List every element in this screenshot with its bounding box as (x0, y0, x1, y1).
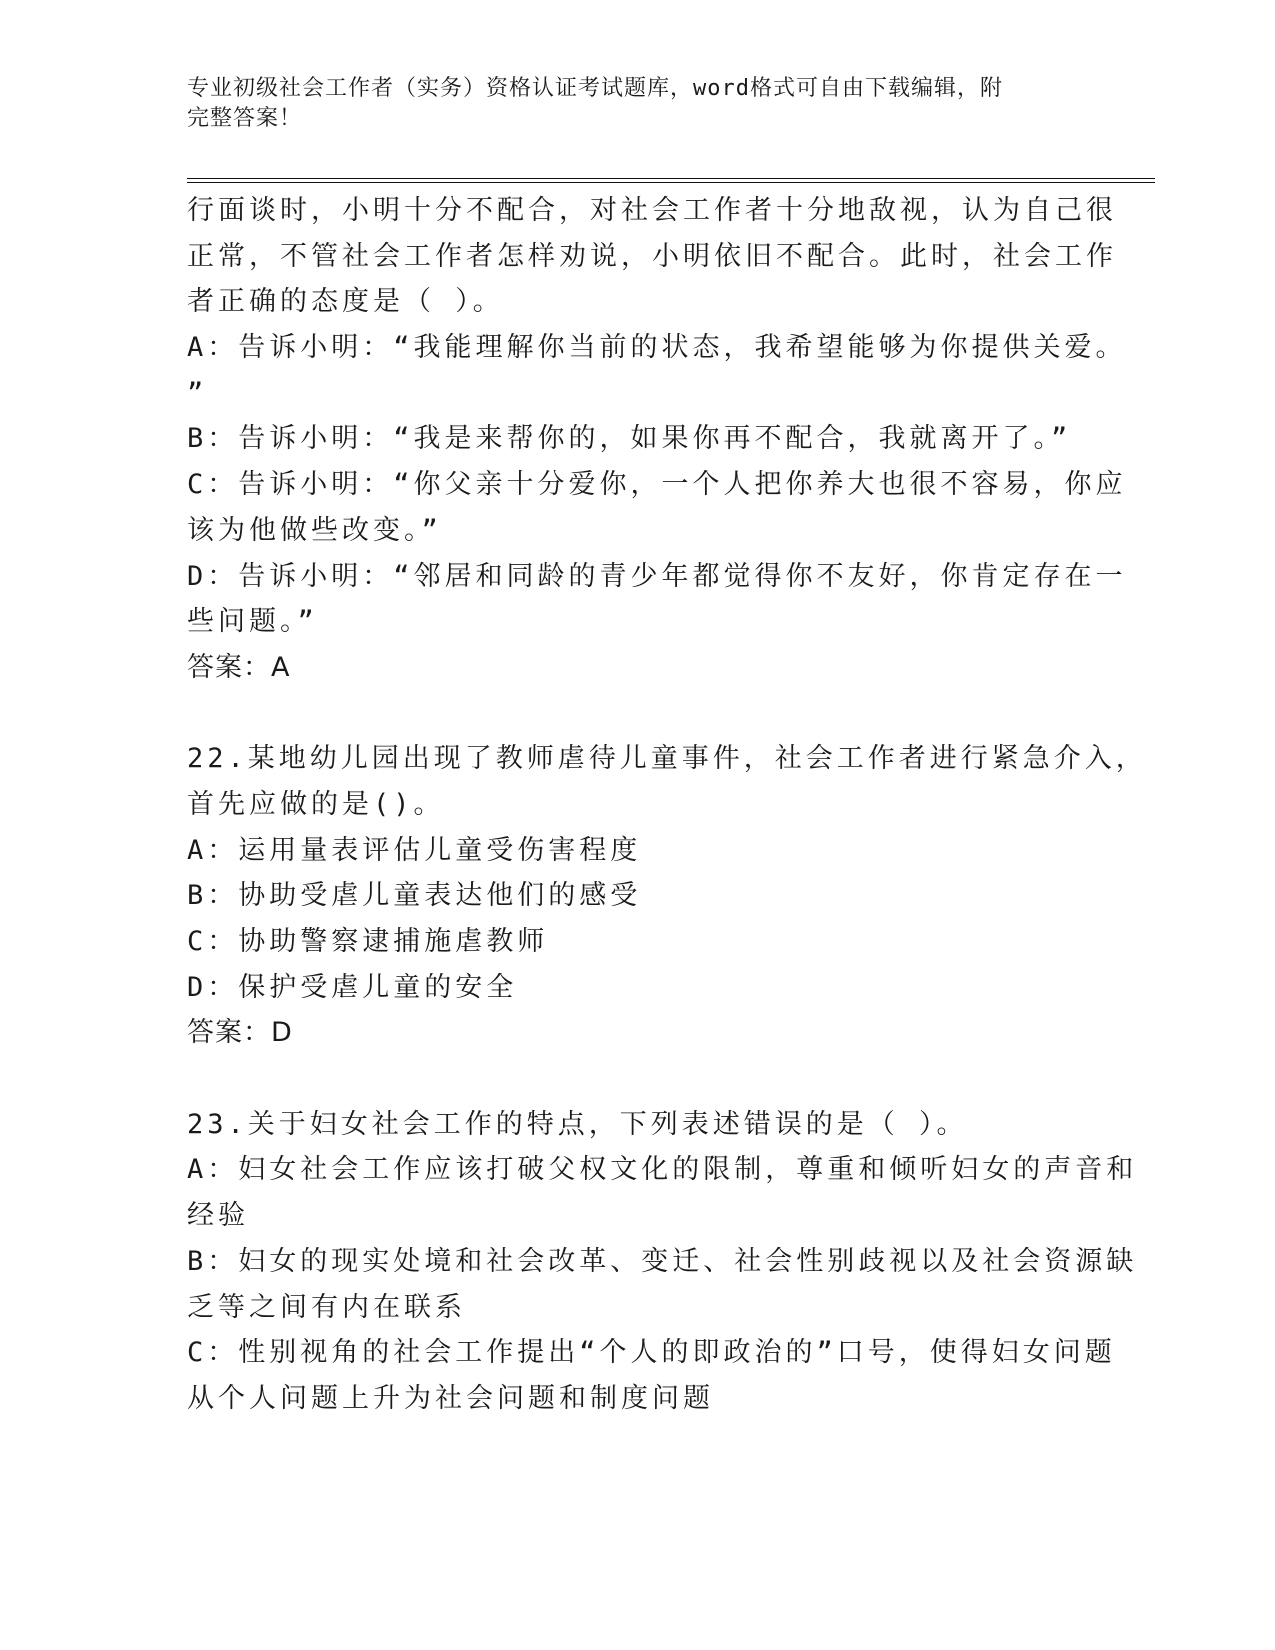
q21-option-a-line-1: A：告诉小明：“我能理解你当前的状态，我希望能够为你提供关爱。 (187, 332, 1127, 364)
spacer (187, 691, 1087, 737)
question-22 (187, 736, 1147, 1056)
header-rule-bottom (187, 182, 1155, 183)
q22-stem-line-1: 22.某地幼儿园出现了教师虐待儿童事件，社会工作者进行紧急介入， (187, 743, 1147, 775)
q21-option-c-line-1: C：告诉小明：“你父亲十分爱你，一个人把你养大也很不容易，你应 (187, 469, 1127, 501)
q23-option-a-line-2: 经验 (187, 1200, 249, 1232)
q23-option-c-line-2: 从个人问题上升为社会问题和制度问题 (187, 1382, 714, 1414)
q21-stem-line-3: 者正确的态度是（ ）。 (187, 286, 504, 318)
q21-answer: 答案：A (187, 651, 291, 683)
q21-option-c-line-2: 该为他做些改变。” (187, 514, 442, 546)
q21-stem-line-1: 行面谈时，小明十分不配合，对社会工作者十分地敌视，认为自己很 (187, 195, 1117, 226)
header-rule-top (187, 178, 1155, 179)
q21-stem-line-2: 正常，不管社会工作者怎样劝说，小明依旧不配合。此时，社会工作 (187, 240, 1117, 272)
question-23 (187, 1102, 1138, 1422)
q22-option-d: D：保护受虐儿童的安全 (187, 971, 518, 1003)
q22-option-b: B：协助受虐儿童表达他们的感受 (187, 880, 642, 912)
q22-option-c: C：协助警察逮捕施虐教师 (187, 926, 549, 957)
document-body (187, 188, 1147, 1422)
header-line-1: 专业初级社会工作者（实务）资格认证考试题库，word格式可自由下载编辑，附 (187, 76, 1003, 101)
q23-option-b-line-1: B：妇女的现实处境和社会改革、变迁、社会性别歧视以及社会资源缺 (187, 1245, 1138, 1277)
q22-answer: 答案：D (187, 1017, 293, 1049)
q22-option-a: A：运用量表评估儿童受伤害程度 (187, 834, 642, 866)
q21-option-a-line-2: ” (187, 377, 208, 409)
q23-option-b-line-2: 乏等之间有内在联系 (187, 1291, 466, 1323)
q21-option-b: B：告诉小明：“我是来帮你的，如果你再不配合，我就离开了。” (187, 423, 1072, 455)
q22-stem-line-2: 首先应做的是()。 (187, 788, 445, 820)
q21-option-d-line-2: 些问题。” (187, 606, 318, 638)
q21-option-d-line-1: D：告诉小明：“邻居和同龄的青少年都觉得你不友好，你肯定存在一 (187, 560, 1127, 592)
q23-option-a-line-1: A：妇女社会工作应该打破父权文化的限制，尊重和倾听妇女的声音和 (187, 1154, 1138, 1186)
header-line-2: 完整答案！ (187, 106, 303, 131)
page-header (187, 74, 1067, 134)
q23-option-c-line-1: C：性别视角的社会工作提出“个人的即政治的”口号，使得妇女问题 (187, 1337, 1116, 1369)
spacer (187, 1056, 1087, 1102)
q23-stem: 23.关于妇女社会工作的特点，下列表述错误的是（ ）。 (187, 1108, 968, 1140)
question-21 (187, 188, 1127, 691)
